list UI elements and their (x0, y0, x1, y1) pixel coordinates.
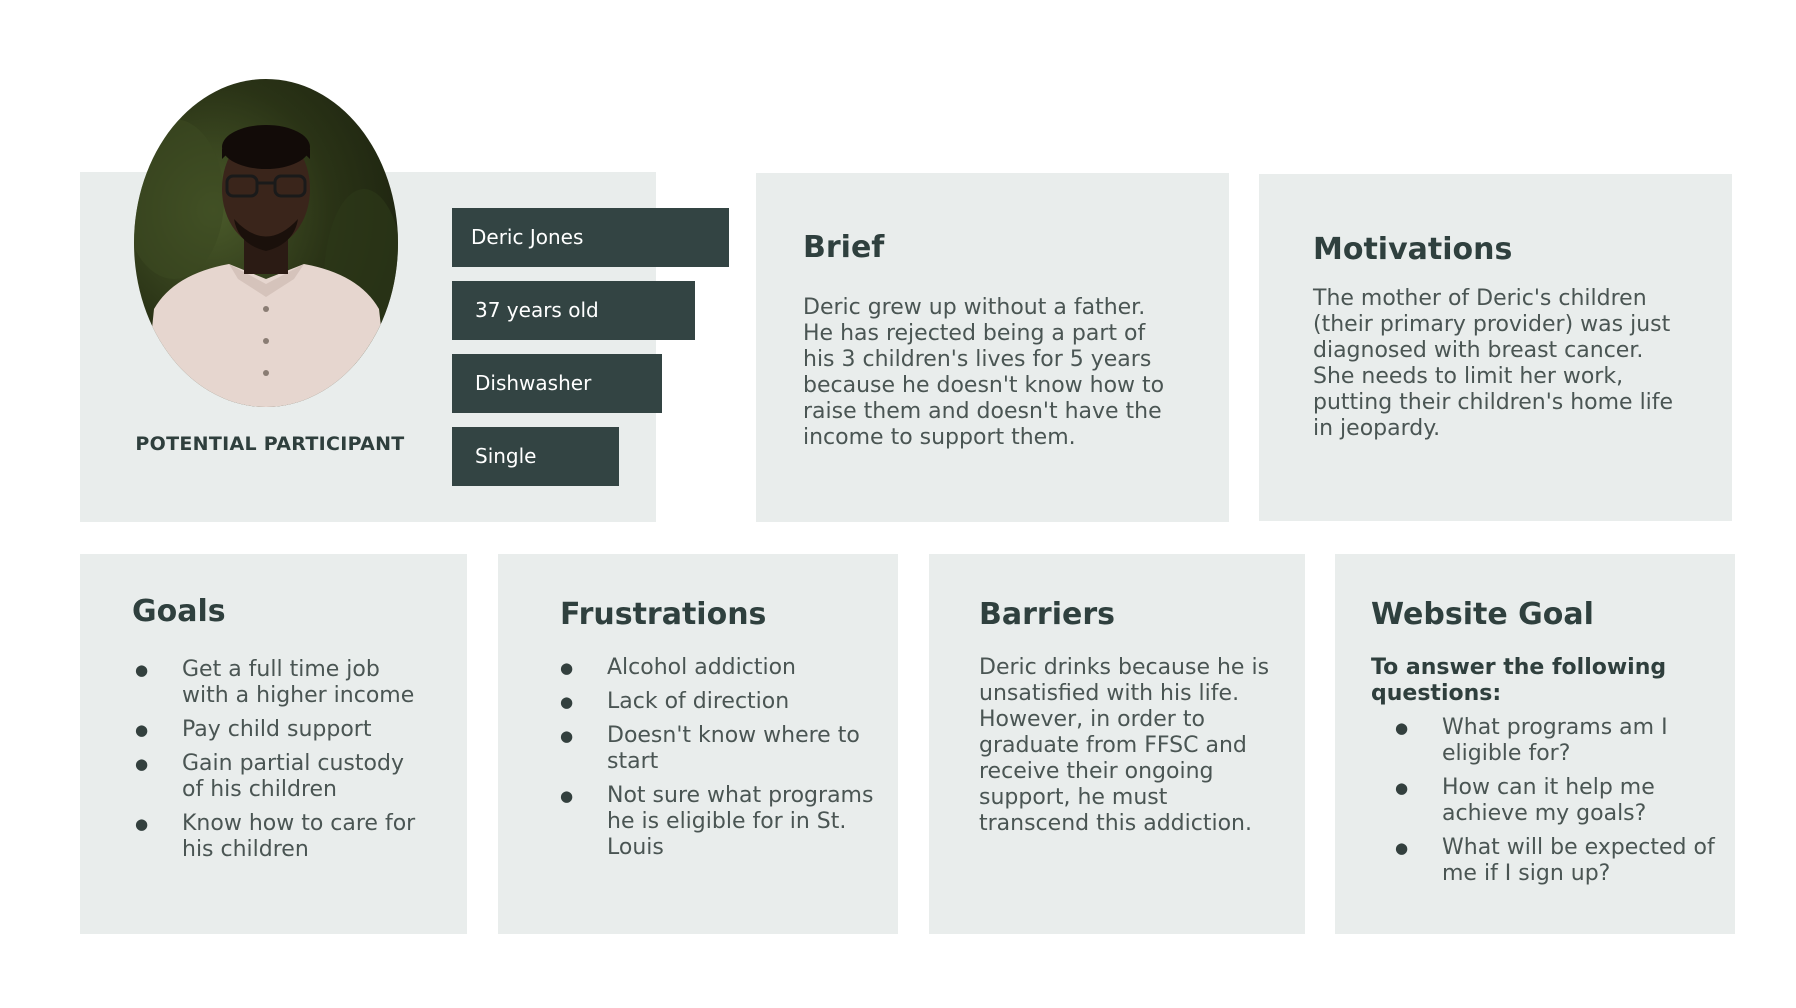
name-tag: Deric Jones (452, 208, 729, 267)
list-item: ● Know how to care for his children (135, 811, 420, 863)
status-tag: Single (452, 427, 619, 486)
profile-photo (134, 79, 398, 407)
list-item: ● How can it help me achieve my goals? (1395, 775, 1715, 827)
website-goal-list (1395, 715, 1715, 895)
motivations-text: The mother of Deric's children (their primary provider) was just diagnosed with breast cancer. She needs to limit her work, putting their children's home life in jeopardy. (1313, 286, 1674, 441)
goals-heading: Goals (132, 594, 226, 629)
goals-list (135, 657, 420, 871)
website-goal-intro: To answer the following questions: (1371, 655, 1667, 706)
occupation-tag: Dishwasher (452, 354, 662, 413)
website-goal-heading: Website Goal (1371, 597, 1594, 632)
motivations-card (1259, 174, 1732, 521)
barriers-text: Deric drinks because he is unsatisfied with his life. However, in order to graduate from FFSC and receive their ongoing support, he must transcend this addiction. (979, 655, 1270, 836)
list-item: ● What programs am I eligible for? (1395, 715, 1715, 767)
frustrations-heading: Frustrations (560, 597, 767, 632)
brief-text: Deric grew up without a father. He has rejected being a part of his 3 children's lives for 5 years because he doesn't know how to raise them and doesn't have the income to support them. (803, 295, 1165, 450)
list-item: ● What will be expected of me if I sign up? (1395, 835, 1715, 887)
person-portrait-icon (134, 79, 398, 407)
barriers-card (929, 554, 1305, 934)
list-item: ● Pay child support (135, 717, 420, 743)
list-item: ● Get a full time job with a higher income (135, 657, 420, 709)
motivations-heading: Motivations (1313, 232, 1513, 267)
brief-card (756, 173, 1229, 522)
persona-caption: POTENTIAL PARTICIPANT (135, 433, 405, 455)
list-item: ● Alcohol addiction (560, 655, 880, 681)
list-item: ● Not sure what programs he is eligible for in St. Louis (560, 783, 880, 861)
brief-heading: Brief (803, 230, 885, 265)
website-goal-card (1335, 554, 1735, 934)
barriers-heading: Barriers (979, 597, 1115, 632)
age-tag: 37 years old (452, 281, 695, 340)
list-item: ● Lack of direction (560, 689, 880, 715)
list-item: ● Doesn't know where to start (560, 723, 880, 775)
goals-card (80, 554, 467, 934)
frustrations-card (498, 554, 898, 934)
list-item: ● Gain partial custody of his children (135, 751, 420, 803)
frustrations-list (560, 655, 880, 869)
